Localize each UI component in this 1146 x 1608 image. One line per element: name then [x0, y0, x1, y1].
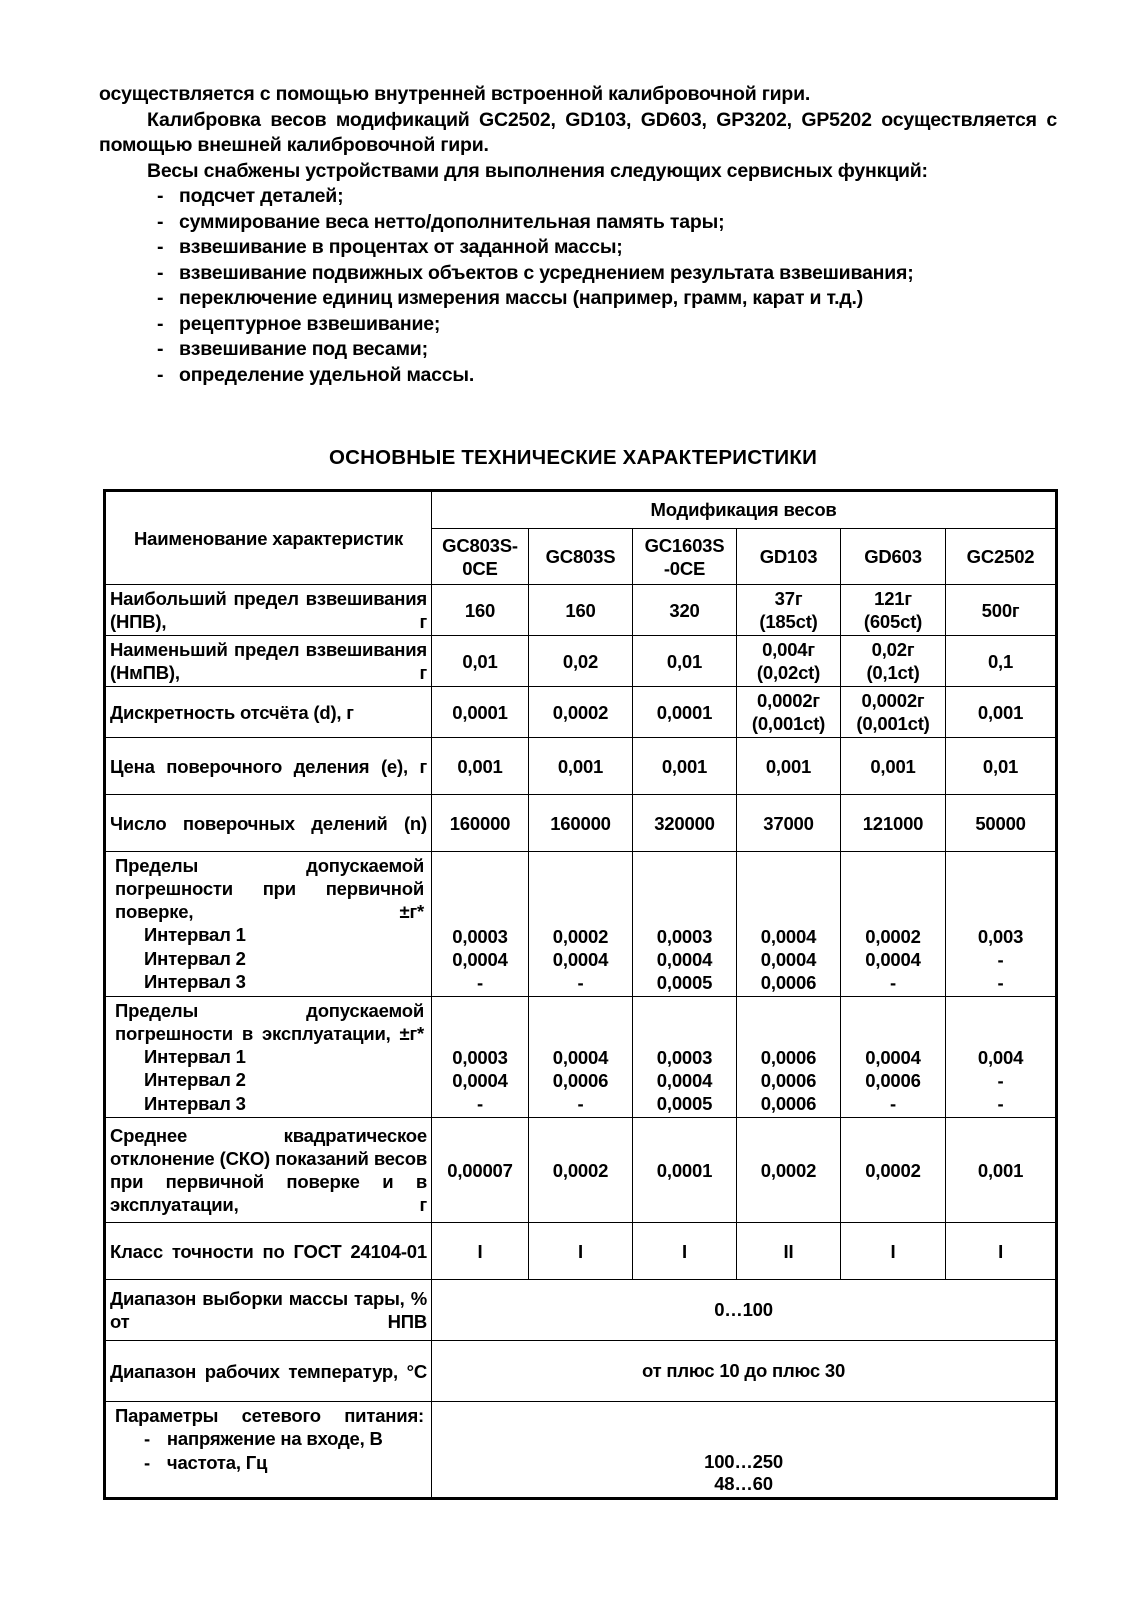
cell-accuracy-class-gc2502: I	[946, 1223, 1057, 1280]
cell-error-operation-gc2502	[946, 996, 1057, 1118]
cell-verification-count-gc1603s-0ce: 320000	[633, 795, 737, 852]
value-interval-1: 0,0003	[452, 925, 508, 947]
cell-tare-range-value: 0…100	[432, 1280, 1057, 1341]
cell-max-limit-gd103: 37г (185ct)	[737, 585, 841, 636]
table-row	[105, 1341, 1057, 1402]
bullet-dash-icon: -	[157, 312, 164, 335]
power-item-frequency-text: частота, Гц	[166, 1451, 268, 1473]
power-item-voltage-text: напряжение на входе, В	[166, 1428, 383, 1449]
table-row	[105, 795, 1057, 852]
table-row	[105, 1280, 1057, 1341]
cell-sko-gc803s-0ce: 0,00007	[432, 1118, 529, 1223]
list-item-label: рецептурное взвешивание;	[179, 312, 441, 335]
list-item-label: взвешивание подвижных объектов с усреднением результата взвешивания;	[179, 261, 914, 284]
value-interval-3: 0,0005	[656, 971, 713, 993]
value-interval-2: -	[997, 948, 1004, 970]
service-functions-list	[99, 184, 1057, 388]
cell-sko-gc2502: 0,001	[946, 1118, 1057, 1223]
list-item-label: определение удельной массы.	[179, 363, 475, 386]
cell-error-primary-gc803s-0ce	[432, 852, 529, 997]
value-interval-1: 0,0004	[760, 925, 817, 947]
bullet-dash-icon: -	[157, 261, 164, 284]
interval-label-2: Интервал 2	[144, 1069, 246, 1090]
row-label-error-primary	[105, 852, 432, 997]
cell-discreteness-gd603: 0,0002г (0,001ct)	[841, 687, 946, 738]
value-interval-1: 0,0003	[452, 1047, 508, 1068]
table-row	[105, 996, 1057, 1118]
value-interval-3: -	[477, 1093, 483, 1114]
list-item	[99, 363, 1057, 389]
value-interval-2: 0,0004	[760, 948, 817, 970]
table-row	[105, 687, 1057, 738]
cell-accuracy-class-gc803s-0ce: I	[432, 1223, 529, 1280]
value-interval-2: 0,0004	[452, 1070, 508, 1091]
value-interval-1: 0,0003	[656, 925, 713, 947]
cell-verification-value-gd603: 0,001	[841, 738, 946, 795]
cell-discreteness-gc2502: 0,001	[946, 687, 1057, 738]
value-interval-1: 0,0003	[656, 1047, 713, 1068]
intro-text-block	[99, 82, 1057, 388]
value-interval-3: -	[577, 971, 584, 993]
column-header-gd103: GD103	[737, 529, 841, 585]
cell-error-operation-gd103	[737, 996, 841, 1118]
intro-line-2: Калибровка весов модификаций GC2502, GD103, GD603, GP3202, GP5202 осуществляется с помощью внешней калибровочной гири.	[99, 108, 1057, 156]
row-label-accuracy-class: Класс точности по ГОСТ 24104-01	[105, 1223, 432, 1280]
list-item-label: подсчет деталей;	[179, 185, 344, 207]
row-label-verification-count: Число поверочных делений (n)	[105, 795, 432, 852]
row-label-error-operation	[105, 996, 432, 1118]
cell-verification-value-gc2502: 0,01	[946, 738, 1057, 795]
page-title: ОСНОВНЫЕ ТЕХНИЧЕСКИЕ ХАРАКТЕРИСТИКИ	[328, 446, 818, 469]
cell-error-operation-gd603	[841, 996, 946, 1118]
cell-discreteness-gc1603s-0ce: 0,0001	[633, 687, 737, 738]
list-item-label: переключение единиц измерения массы (например, грамм, карат и т.д.)	[179, 287, 864, 309]
table-row	[105, 1402, 1057, 1499]
value-interval-2: 0,0004	[552, 948, 609, 970]
list-item	[99, 184, 1057, 210]
specifications-table	[103, 489, 1058, 1500]
value-interval-3: -	[477, 971, 483, 993]
cell-discreteness-gd103: 0,0002г (0,001ct)	[737, 687, 841, 738]
cell-verification-count-gc803s-0ce: 160000	[432, 795, 529, 852]
list-item	[99, 312, 1057, 338]
value-interval-2: -	[997, 1070, 1004, 1091]
list-item	[99, 337, 1057, 363]
value-interval-3: -	[997, 1093, 1004, 1114]
value-interval-3: -	[890, 971, 896, 993]
row-label-error-operation-text: Пределы допускаемой погрешности в эксплуатации, ±г*	[115, 999, 424, 1044]
cell-max-limit-gc803s-0ce: 160	[432, 585, 529, 636]
cell-error-primary-gd103	[737, 852, 841, 997]
cell-accuracy-class-gc1603s-0ce: I	[633, 1223, 737, 1280]
cell-verification-value-gc1603s-0ce: 0,001	[633, 738, 737, 795]
table-row	[105, 636, 1057, 687]
column-header-characteristics: Наименование характеристик	[105, 491, 432, 585]
cell-min-limit-gc1603s-0ce: 0,01	[633, 636, 737, 687]
row-label-tare-range: Диапазон выборки массы тары, % от НПВ	[105, 1280, 432, 1341]
power-item-label-voltage	[110, 1427, 427, 1451]
value-interval-2: 0,0006	[552, 1070, 609, 1091]
cell-max-limit-gc1603s-0ce: 320	[633, 585, 737, 636]
interval-label-3: Интервал 3	[144, 1092, 246, 1114]
model-name-line1: GC803S-	[442, 534, 518, 556]
intro-line-1: осуществляется с помощью внутренней встроенной калибровочной гири.	[99, 83, 811, 105]
list-item	[99, 286, 1057, 312]
cell-error-operation-gc803s	[529, 996, 633, 1118]
interval-label-2: Интервал 2	[144, 947, 246, 969]
cell-max-limit-gc803s: 160	[529, 585, 633, 636]
bullet-dash-icon: -	[157, 236, 164, 258]
value-interval-3: -	[997, 971, 1004, 993]
cell-error-primary-gc2502	[946, 852, 1057, 997]
intro-line-3: Весы снабжены устройствами для выполнения следующих сервисных функций:	[147, 159, 928, 182]
row-label-power-params	[105, 1402, 432, 1499]
value-interval-1: 0,0006	[760, 1047, 817, 1068]
model-name-line2: -0CE	[663, 557, 706, 579]
cell-accuracy-class-gc803s: I	[529, 1223, 633, 1280]
bullet-dash-icon: -	[157, 210, 164, 233]
row-label-error-primary-text: Пределы допускаемой погрешности при первичной поверке, ±г*	[115, 855, 424, 922]
cell-accuracy-class-gd103: II	[737, 1223, 841, 1280]
list-item-label: взвешивание под весами;	[179, 338, 428, 360]
table-row	[105, 585, 1057, 636]
cell-error-operation-gc1603s-0ce	[633, 996, 737, 1118]
table-header-row-group	[105, 491, 1057, 529]
table-row	[105, 1223, 1057, 1280]
cell-min-limit-gd103: 0,004г (0,02ct)	[737, 636, 841, 687]
row-label-min-limit: Наименьший предел взвешивания (НмПВ), г	[105, 636, 432, 687]
cell-sko-gc803s: 0,0002	[529, 1118, 633, 1223]
cell-power-values	[432, 1402, 1057, 1499]
interval-label-3: Интервал 3	[144, 971, 246, 992]
cell-min-limit-gc2502: 0,1	[946, 636, 1057, 687]
value-interval-2: 0,0004	[656, 1070, 713, 1091]
value-interval-3: 0,0006	[760, 971, 817, 993]
row-label-discreteness: Дискретность отсчёта (d), г	[105, 687, 432, 738]
row-label-sko: Среднее квадратическое отклонение (СКО) показаний весов при первичной поверке и в эксплуатации, г	[105, 1118, 432, 1223]
cell-verification-count-gc2502: 50000	[946, 795, 1057, 852]
bullet-dash-icon: -	[157, 287, 164, 309]
cell-error-operation-gc803s-0ce	[432, 996, 529, 1118]
cell-min-limit-gd603: 0,02г (0,1ct)	[841, 636, 946, 687]
value-interval-3: 0,0005	[656, 1093, 713, 1114]
cell-verification-value-gd103: 0,001	[737, 738, 841, 795]
value-interval-2: 0,0004	[452, 948, 508, 970]
bullet-dash-icon: -	[144, 1451, 150, 1473]
cell-min-limit-gc803s-0ce: 0,01	[432, 636, 529, 687]
value-interval-2: 0,0004	[865, 948, 921, 970]
list-item	[99, 235, 1057, 261]
cell-verification-value-gc803s: 0,001	[529, 738, 633, 795]
bullet-dash-icon: -	[157, 338, 164, 360]
value-interval-1: 0,0002	[865, 925, 921, 947]
bullet-dash-icon: -	[144, 1428, 150, 1449]
cell-error-primary-gc803s	[529, 852, 633, 997]
table-row	[105, 1118, 1057, 1223]
cell-power-frequency-value: 48…60	[714, 1473, 773, 1494]
value-interval-3: -	[577, 1093, 584, 1114]
cell-sko-gd603: 0,0002	[841, 1118, 946, 1223]
bullet-dash-icon: -	[157, 363, 164, 386]
column-header-gc803s-0ce	[432, 529, 529, 585]
power-item-label-frequency	[110, 1451, 427, 1475]
cell-verification-count-gd603: 121000	[841, 795, 946, 852]
column-header-gc2502: GC2502	[946, 529, 1057, 585]
value-interval-3: -	[890, 1093, 896, 1114]
column-header-modification-group: Модификация весов	[432, 491, 1057, 529]
row-label-temperature-range: Диапазон рабочих температур, °С	[105, 1341, 432, 1402]
list-item	[99, 210, 1057, 236]
cell-temperature-range-value: от плюс 10 до плюс 30	[432, 1341, 1057, 1402]
cell-min-limit-gc803s: 0,02	[529, 636, 633, 687]
cell-sko-gd103: 0,0002	[737, 1118, 841, 1223]
cell-discreteness-gc803s-0ce: 0,0001	[432, 687, 529, 738]
power-spacer-2	[436, 1428, 1051, 1452]
bullet-dash-icon: -	[157, 185, 164, 207]
table-row	[105, 738, 1057, 795]
cell-verification-value-gc803s-0ce: 0,001	[432, 738, 529, 795]
interval-label-1: Интервал 1	[144, 1045, 246, 1067]
value-interval-2: 0,0004	[656, 948, 713, 970]
cell-accuracy-class-gd603: I	[841, 1223, 946, 1280]
value-interval-1: 0,004	[977, 1047, 1024, 1068]
value-interval-1: 0,0004	[552, 1047, 609, 1068]
value-interval-2: 0,0006	[760, 1070, 817, 1091]
cell-discreteness-gc803s: 0,0002	[529, 687, 633, 738]
row-label-verification-value: Цена поверочного деления (е), г	[105, 738, 432, 795]
row-label-max-limit: Наибольший предел взвешивания (НПВ), г	[105, 585, 432, 636]
cell-power-voltage-value: 100…250	[704, 1451, 783, 1472]
value-interval-3: 0,0006	[760, 1093, 817, 1114]
cell-verification-count-gc803s: 160000	[529, 795, 633, 852]
interval-label-1: Интервал 1	[144, 924, 246, 945]
cell-error-primary-gc1603s-0ce	[633, 852, 737, 997]
column-header-gc1603s-0ce	[633, 529, 737, 585]
cell-max-limit-gc2502: 500г	[946, 585, 1057, 636]
list-item	[99, 261, 1057, 287]
list-item-label: взвешивание в процентах от заданной массы;	[179, 236, 623, 258]
column-header-gd603: GD603	[841, 529, 946, 585]
value-interval-1: 0,0004	[865, 1047, 921, 1068]
list-item-label: суммирование веса нетто/дополнительная память тары;	[179, 210, 725, 233]
model-name-line2: 0CE	[462, 557, 498, 579]
value-interval-2: 0,0006	[865, 1070, 921, 1091]
cell-verification-count-gd103: 37000	[737, 795, 841, 852]
value-interval-1: 0,003	[977, 925, 1024, 947]
table-row	[105, 852, 1057, 997]
column-header-gc803s: GC803S	[529, 529, 633, 585]
model-name-line1: GC1603S	[644, 534, 725, 556]
cell-max-limit-gd603: 121г (605ct)	[841, 585, 946, 636]
power-spacer-1	[436, 1404, 1051, 1428]
cell-error-primary-gd603	[841, 852, 946, 997]
value-interval-1: 0,0002	[552, 925, 609, 947]
cell-sko-gc1603s-0ce: 0,0001	[633, 1118, 737, 1223]
row-label-power-params-text: Параметры сетевого питания:	[115, 1405, 424, 1426]
